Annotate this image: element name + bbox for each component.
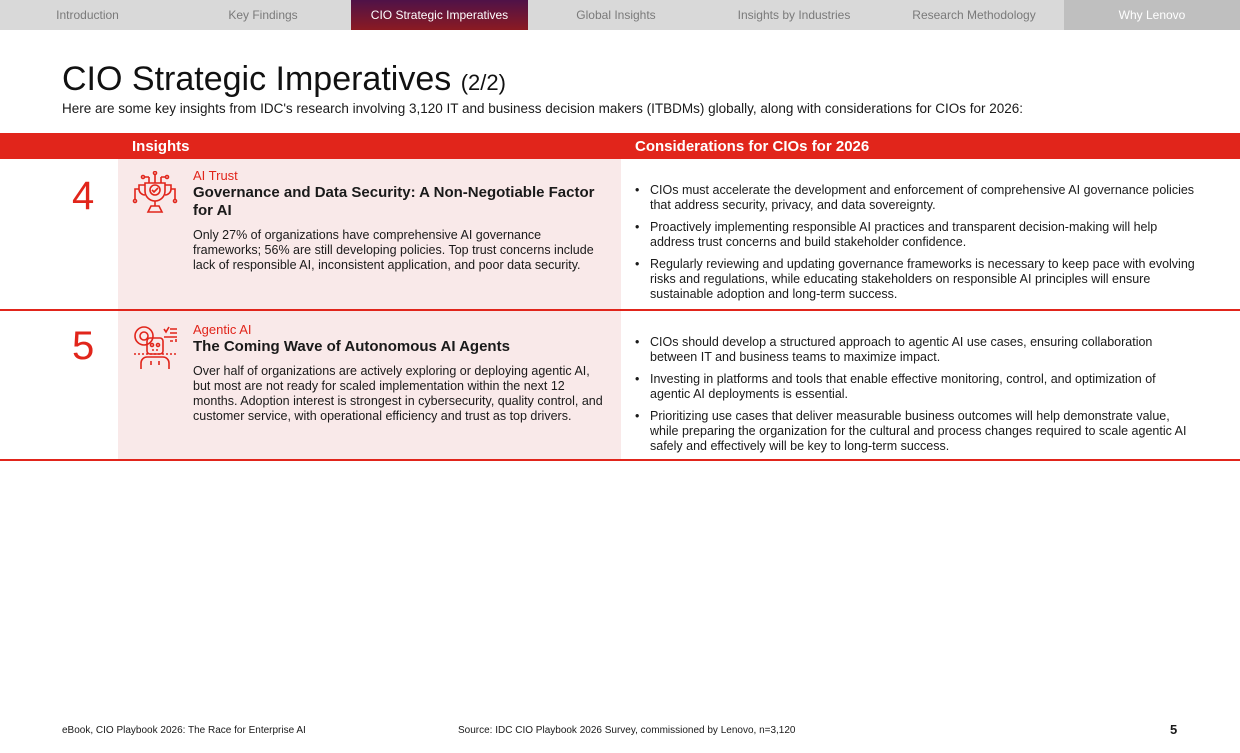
- insight-title: Governance and Data Security: A Non-Negotiable Factor for AI: [193, 184, 595, 219]
- subtitle: Here are some key insights from IDC's research involving 3,120 IT and business decision makers (ITBDMs) globally, along with considerations for CIOs for 2026:: [62, 101, 1023, 116]
- consideration-item: • CIOs must accelerate the development and enforcement of comprehensive AI governance policies that address security, privacy, and data sovereignty.: [635, 183, 1195, 213]
- insight-body: Only 27% of organizations have comprehensive AI governance frameworks; 56% are still developing policies. Top trust concerns include lack of responsible AI, inconsistent application, and poor data security.: [193, 228, 594, 272]
- consideration-item: • Investing in platforms and tools that enable effective monitoring, control, and optimization of agentic AI deployments is essential.: [635, 372, 1195, 402]
- insight-body: Over half of organizations are actively exploring or deploying agentic AI, but most are not ready for scaled implementation within the next 12 months. Adoption interest is strongest in cybersecurity, quality control, and customer service, with operational efficiency and trust as top drivers.: [193, 364, 603, 423]
- header-insights: Insights: [132, 138, 190, 155]
- table-header: [0, 133, 1240, 159]
- tab-global-insights[interactable]: Global Insights: [576, 8, 656, 22]
- footer-title: eBook, CIO Playbook 2026: The Race for Enterprise AI: [62, 725, 306, 736]
- consideration-item: • CIOs should develop a structured approach to agentic AI use cases, ensuring collaboration between IT and business teams to maximize impact.: [635, 335, 1195, 365]
- top-nav: [0, 0, 1240, 30]
- tab-why-lenovo[interactable]: Why Lenovo: [1064, 0, 1240, 30]
- row-number: 5: [72, 324, 95, 368]
- title-suffix: (2/2): [460, 70, 506, 95]
- footer-source: Source: IDC CIO Playbook 2026 Survey, commissioned by Lenovo, n=3,120: [458, 725, 796, 736]
- tab-cio-strategic-imperatives[interactable]: CIO Strategic Imperatives: [351, 0, 528, 30]
- tab-introduction[interactable]: Introduction: [56, 8, 119, 22]
- considerations-list: [635, 183, 1195, 309]
- trophy-circuit-icon: [132, 171, 178, 217]
- title-text: CIO Strategic Imperatives: [62, 60, 452, 98]
- insight: [193, 168, 603, 273]
- tab-research-methodology[interactable]: Research Methodology: [912, 8, 1036, 22]
- insight-category: AI Trust: [193, 168, 238, 183]
- table-row: [0, 311, 1240, 461]
- ai-agent-robot-icon: [132, 324, 178, 370]
- page-number: 5: [1170, 722, 1178, 737]
- consideration-item: • Proactively implementing responsible AI practices and transparent decision-making will help address trust concerns and build stakeholder confidence.: [635, 220, 1195, 250]
- considerations-list: [635, 335, 1195, 461]
- consideration-item: • Regularly reviewing and updating governance frameworks is necessary to keep pace with evolving risks and regulations, while educating stakeholders on responsible AI principles will ensure sustainable adoption and long-term success.: [635, 257, 1195, 302]
- row-number: 4: [72, 174, 95, 218]
- insight-category: Agentic AI: [193, 322, 252, 337]
- table-row: [0, 159, 1240, 311]
- page-title: [62, 60, 506, 99]
- consideration-item: • Prioritizing use cases that deliver measurable business outcomes will help demonstrate value, while preparing the organization for the cultural and process changes required to scale agentic AI safely and effectively will be key to long-term success.: [635, 409, 1195, 454]
- insight-title: The Coming Wave of Autonomous AI Agents: [193, 338, 510, 355]
- header-considerations: Considerations for CIOs for 2026: [635, 138, 870, 155]
- tab-key-findings[interactable]: Key Findings: [228, 8, 298, 22]
- insight: [193, 322, 603, 424]
- tab-insights-by-industries[interactable]: Insights by Industries: [737, 8, 851, 22]
